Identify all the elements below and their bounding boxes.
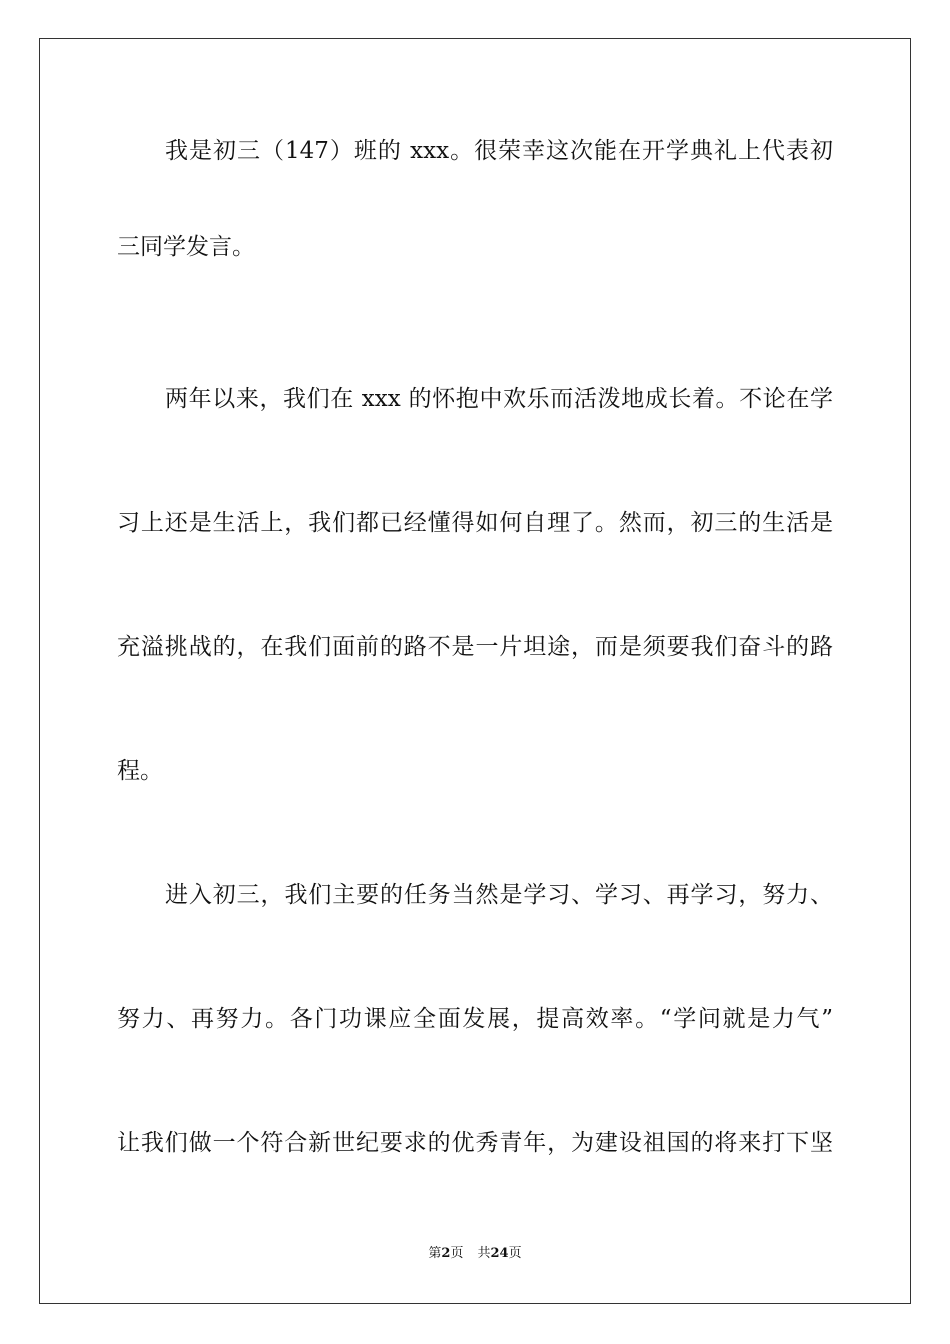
paragraph-1-line-2: 三同学发言。 [117, 234, 255, 260]
page-prefix: 第 [428, 1246, 442, 1261]
paragraph-2-line-1: 两年以来，我们在 xxx 的怀抱中欢乐而活泼地成长着。不论在学 [165, 386, 833, 412]
paragraph-2-line-3: 充溢挑战的，在我们面前的路不是一片坦途，而是须要我们奋斗的路 [117, 634, 833, 660]
page-number: 2 [441, 1246, 451, 1261]
paragraph-1-line-1: 我是初三（147）班的 xxx。很荣幸这次能在开学典礼上代表初 [165, 138, 833, 164]
total-prefix: 共 [477, 1246, 491, 1261]
paragraph-2-line-2: 习上还是生活上，我们都已经懂得如何自理了。然而，初三的生活是 [117, 510, 833, 536]
page-border [39, 38, 911, 1304]
paragraph-3-line-2: 努力、再努力。各门功课应全面发展，提高效率。“学问就是力气” [117, 1006, 833, 1032]
total-suffix: 页 [508, 1246, 522, 1261]
paragraph-3-line-1: 进入初三，我们主要的任务当然是学习、学习、再学习，努力、 [165, 882, 833, 908]
page-footer [0, 1245, 950, 1263]
paragraph-3-line-3: 让我们做一个符合新世纪要求的优秀青年，为建设祖国的将来打下坚 [117, 1130, 833, 1156]
paragraph-2-line-4: 程。 [117, 758, 163, 784]
page-suffix: 页 [450, 1246, 464, 1261]
total-pages: 24 [490, 1246, 509, 1261]
